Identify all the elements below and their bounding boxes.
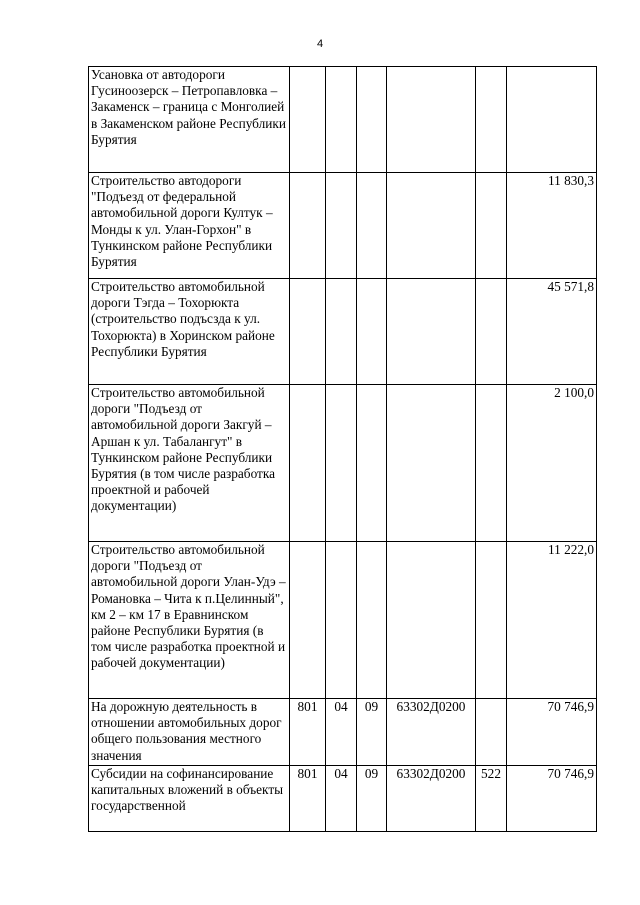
expense-type-cell bbox=[476, 385, 507, 542]
amount-cell: 45 571,8 bbox=[507, 279, 597, 385]
ministry-code-cell: 801 bbox=[290, 699, 326, 766]
target-article-cell: 63302Д0200 bbox=[387, 766, 476, 832]
table-row bbox=[89, 766, 597, 832]
ministry-code-cell bbox=[290, 279, 326, 385]
subsection-code-cell: 09 bbox=[357, 766, 387, 832]
section-code-cell: 04 bbox=[326, 766, 357, 832]
subsection-code-cell bbox=[357, 385, 387, 542]
target-article-cell bbox=[387, 173, 476, 279]
subsection-code-cell bbox=[357, 173, 387, 279]
target-article-cell bbox=[387, 279, 476, 385]
table-row bbox=[89, 542, 597, 699]
target-article-cell: 63302Д0200 bbox=[387, 699, 476, 766]
target-article-cell bbox=[387, 67, 476, 173]
amount-cell: 11 830,3 bbox=[507, 173, 597, 279]
amount-cell: 70 746,9 bbox=[507, 766, 597, 832]
section-code-cell bbox=[326, 67, 357, 173]
ministry-code-cell: 801 bbox=[290, 766, 326, 832]
item-name-cell: Строительство автомобильной дороги "Подъезд от автомобильной дороги Закгуй – Аршан к ул. Табалангут" в Тункинском районе Республики Бурятия (в том числе разработка проектной и рабочей документации) bbox=[89, 385, 290, 542]
page-number: 4 bbox=[316, 38, 324, 50]
item-name-cell: Строительство автомобильной дороги "Подъезд от автомобильной дороги Улан-Удэ – Романовка – Чита к п.Целинный", км 2 – км 17 в Еравнинском районе Республики Бурятия (в том числе разработка проектной и рабочей документации) bbox=[89, 542, 290, 699]
item-name-cell: Строительство автомобильной дороги Тэгда – Тохорюкта (строительство подъсзда к ул. Тохорюкта) в Хоринском районе Республики Бурятия bbox=[89, 279, 290, 385]
amount-cell: 11 222,0 bbox=[507, 542, 597, 699]
expense-type-cell bbox=[476, 699, 507, 766]
ministry-code-cell bbox=[290, 67, 326, 173]
expense-type-cell bbox=[476, 173, 507, 279]
item-name-cell: Строительство автодороги "Подъезд от федеральной автомобильной дороги Култук – Монды к ул. Улан-Горхон" в Тункинском районе Республики Бурятия bbox=[89, 173, 290, 279]
section-code-cell bbox=[326, 279, 357, 385]
section-code-cell bbox=[326, 542, 357, 699]
amount-cell: 2 100,0 bbox=[507, 385, 597, 542]
item-name-cell: Субсидии на софинансирование капитальных вложений в объекты государственной bbox=[89, 766, 290, 832]
ministry-code-cell bbox=[290, 542, 326, 699]
item-name-cell: Усановка от автодороги Гусиноозерск – Петропавловка – Закаменск – граница с Монголией в Закаменском районе Республики Бурятия bbox=[89, 67, 290, 173]
budget-table bbox=[88, 66, 597, 832]
table-row bbox=[89, 173, 597, 279]
expense-type-cell bbox=[476, 542, 507, 699]
subsection-code-cell bbox=[357, 67, 387, 173]
ministry-code-cell bbox=[290, 385, 326, 542]
expense-type-cell: 522 bbox=[476, 766, 507, 832]
item-name-cell: На дорожную деятельность в отношении автомобильных дорог общего пользования местного значения bbox=[89, 699, 290, 766]
amount-cell bbox=[507, 67, 597, 173]
section-code-cell bbox=[326, 173, 357, 279]
table-body bbox=[89, 67, 597, 832]
subsection-code-cell bbox=[357, 542, 387, 699]
table-row bbox=[89, 67, 597, 173]
table-row bbox=[89, 699, 597, 766]
table-row bbox=[89, 279, 597, 385]
section-code-cell: 04 bbox=[326, 699, 357, 766]
ministry-code-cell bbox=[290, 173, 326, 279]
table-row bbox=[89, 385, 597, 542]
amount-cell: 70 746,9 bbox=[507, 699, 597, 766]
target-article-cell bbox=[387, 542, 476, 699]
subsection-code-cell bbox=[357, 279, 387, 385]
subsection-code-cell: 09 bbox=[357, 699, 387, 766]
section-code-cell bbox=[326, 385, 357, 542]
expense-type-cell bbox=[476, 67, 507, 173]
target-article-cell bbox=[387, 385, 476, 542]
expense-type-cell bbox=[476, 279, 507, 385]
